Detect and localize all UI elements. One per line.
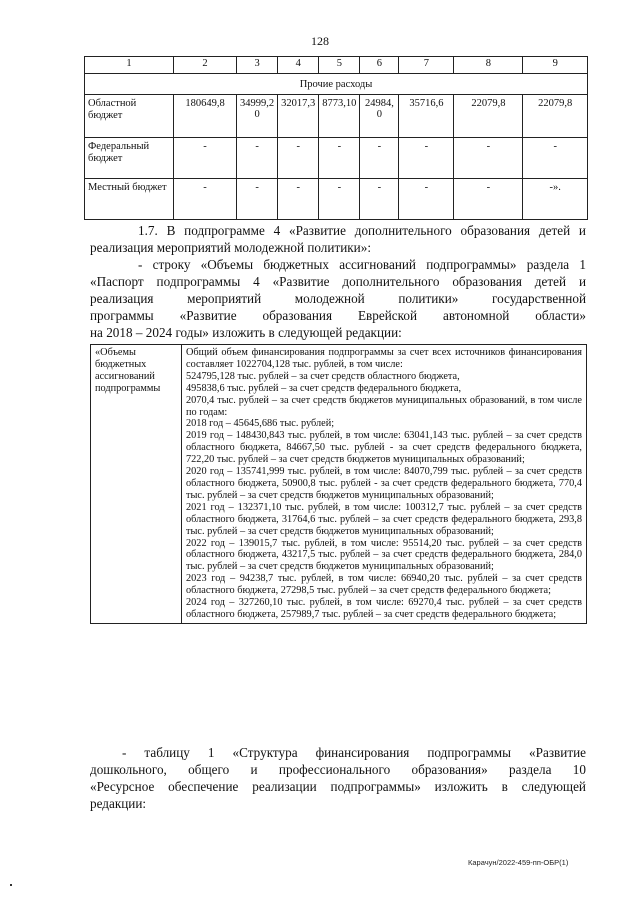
col-num-cell: 2	[174, 57, 237, 74]
row-label: «Объемы бюджетных ассигнований подпрограммы	[91, 345, 182, 624]
table-cell: 32017,3	[278, 95, 319, 138]
funding-description	[182, 345, 587, 624]
col-num-cell: 1	[85, 57, 174, 74]
paragraph-line: - строку «Объемы бюджетных ассигнований подпрограммы» раздела 1	[138, 257, 586, 272]
table-cell: -	[360, 138, 399, 179]
table-cell: 180649,8	[174, 95, 237, 138]
paragraph-line: редакции:	[90, 796, 147, 811]
table-cell: 22079,8	[454, 95, 523, 138]
table-row	[85, 95, 588, 138]
table-row	[85, 138, 588, 179]
paragraph-table-replacement	[90, 744, 586, 812]
table-cell: -	[454, 138, 523, 179]
col-num-cell: 7	[399, 57, 454, 74]
funding-line: 2023 год – 94238,7 тыс. рублей, в том числе: 66940,20 тыс. рублей – за счет средств областного бюджета, 27298,5 тыс. рублей – за счет средств федерального бюджета;	[186, 573, 582, 597]
paragraph-line: - таблицу 1 «Структура финансирования подпрограммы «Развитие	[122, 745, 586, 760]
col-num-cell: 6	[360, 57, 399, 74]
table-cell: -	[278, 138, 319, 179]
paragraph-line: 1.7. В подпрограмме 4 «Развитие дополнительного образования детей и	[138, 223, 586, 238]
row-label: Областной бюджет	[85, 95, 174, 138]
table-cell: 34999,2 0	[237, 95, 278, 138]
col-num-cell: 3	[237, 57, 278, 74]
expenses-table	[84, 56, 588, 220]
table-cell: 24984, 0	[360, 95, 399, 138]
funding-line: 2024 год – 327260,10 тыс. рублей, в том числе: 69270,4 тыс. рублей – за счет средств областного бюджета, 257989,7 тыс. рублей – за счет средств федерального бюджета;	[186, 597, 582, 620]
funding-line: 524795,128 тыс. рублей – за счет средств областного бюджета,	[186, 370, 460, 382]
funding-volume-table	[90, 344, 587, 624]
funding-line: 2018 год – 45645,686 тыс. рублей;	[186, 418, 335, 430]
paragraph-line: на 2018 – 2024 годы» изложить в следующей редакции:	[90, 325, 402, 340]
funding-line: 2021 год – 132371,10 тыс. рублей, в том числе: 100312,7 тыс. рублей – за счет средств областного бюджета, 31764,6 тыс. рублей – за счет средств федерального бюджета, 293,8 тыс. рублей – за счет средств бюджетов муниципальных образований;	[186, 501, 582, 537]
table-cell: -	[523, 138, 588, 179]
section-title: Прочие расходы	[85, 74, 588, 95]
col-num-cell: 5	[319, 57, 360, 74]
table-cell: -».	[523, 179, 588, 220]
paragraph-row-replacement	[90, 256, 586, 341]
document-footer-code: Карачун/2022-459-пп-ОБР(1)	[468, 858, 569, 867]
table-cell: -	[454, 179, 523, 220]
scan-mark	[10, 884, 12, 886]
table-row	[91, 345, 587, 624]
table-cell: -	[237, 138, 278, 179]
col-num-cell: 8	[454, 57, 523, 74]
paragraph-line: реализация мероприятий молодежной политики» государственной	[90, 291, 586, 306]
paragraph-line: программы «Развитие образования Еврейской автономной области»	[90, 308, 586, 323]
table-cell: -	[360, 179, 399, 220]
funding-line: 2022 год – 139015,7 тыс. рублей, в том числе: 95514,20 тыс. рублей – за счет средств областного бюджета, 43217,5 тыс. рублей – за счет средств федерального бюджета, 284,0 тыс. рублей – за счет средств бюджетов муниципальных образований;	[186, 537, 582, 573]
col-num-cell: 4	[278, 57, 319, 74]
table-row	[85, 179, 588, 220]
table-cell: -	[319, 179, 360, 220]
col-num-cell: 9	[523, 57, 588, 74]
funding-line: 2070,4 тыс. рублей – за счет средств бюджетов муниципальных образований, в том числе по годам:	[186, 394, 582, 418]
table-cell: -	[399, 138, 454, 179]
table-cell: -	[174, 138, 237, 179]
paragraph-line: дошкольного, общего и профессионального образования» раздела 10	[90, 762, 586, 777]
table-cell: 8773,10	[319, 95, 360, 138]
funding-line: Общий объем финансирования подпрограммы за счет всех источников финансирования составляет 1022704,128 тыс. рублей, в том числе:	[186, 347, 582, 370]
table-cell: -	[278, 179, 319, 220]
column-number-row	[85, 57, 588, 74]
paragraph-line: реализация мероприятий молодежной политики»:	[90, 240, 371, 255]
funding-line: 2020 год – 135741,999 тыс. рублей, в том числе: 84070,799 тыс. рублей – за счет средств областного бюджета, 50900,8 тыс. рублей - за счет средств федерального бюджета, 770,4 тыс. рублей – за счет средств бюджетов муниципальных образований;	[186, 466, 582, 501]
table-cell: -	[237, 179, 278, 220]
funding-line: 2019 год – 148430,843 тыс. рублей, в том числе: 63041,143 тыс. рублей – за счет средств областного бюджета, 84667,50 тыс. рублей - за счет средств федерального бюджета, 722,20 тыс. рублей – за счет средств бюджетов муниципальных образований;	[186, 430, 582, 466]
table-cell: 35716,6	[399, 95, 454, 138]
table-cell: -	[319, 138, 360, 179]
paragraph-line: «Паспорт подпрограммы 4 «Развитие дополнительного образования детей и	[90, 274, 586, 289]
table-cell: 22079,8	[523, 95, 588, 138]
paragraph-1-7	[90, 222, 586, 256]
row-label: Федеральный бюджет	[85, 138, 174, 179]
table-cell: -	[174, 179, 237, 220]
row-label: Местный бюджет	[85, 179, 174, 220]
paragraph-line: «Ресурсное обеспечение реализации подпрограммы» изложить в следующей	[90, 779, 586, 794]
table-cell: -	[399, 179, 454, 220]
section-title-row	[85, 74, 588, 95]
page-number: 128	[311, 34, 329, 48]
funding-line: 495838,6 тыс. рублей – за счет средств федерального бюджета,	[186, 382, 462, 394]
